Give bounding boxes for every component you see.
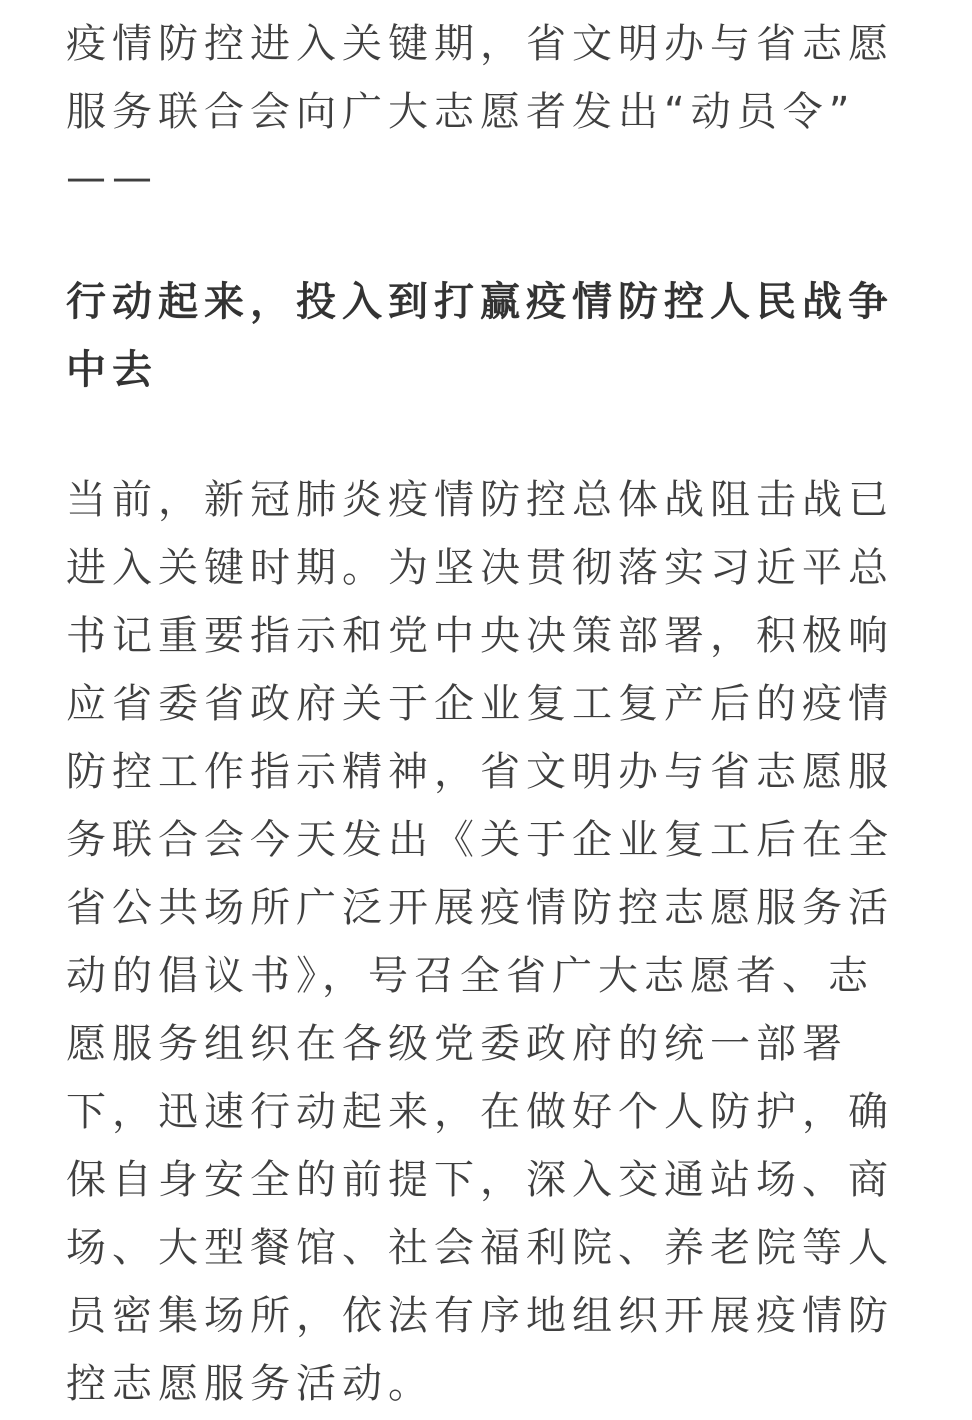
intro-paragraph [66,10,932,146]
body-line: 进入关键时期。为坚决贯彻落实习近平总 [66,545,894,591]
body-line: 员密集场所，依法有序地组织开展疫情防 [66,1293,894,1339]
body-line: 防控工作指示精神，省文明办与省志愿服 [66,749,894,795]
body-line: 下，迅速行动起来，在做好个人防护，确 [66,1089,894,1135]
body-line: 动的倡议书》，号召全省广大志愿者、志 [66,953,874,999]
body-line: 场、大型餐馆、社会福利院、养老院等人 [66,1225,894,1271]
body-line: 当前，新冠肺炎疫情防控总体战阻击战已 [66,477,894,523]
intro-line: 疫情防控进入关键期，省文明办与省志愿 [66,21,894,67]
section-heading [66,268,932,404]
heading-line: 中去 [66,347,158,393]
heading-line: 行动起来，投入到打赢疫情防控人民战争 [66,279,894,325]
body-line: 务联合会今天发出《关于企业复工后在全 [66,817,894,863]
body-line: 愿服务组织在各级党委政府的统一部署 [66,1021,848,1067]
dash-separator [66,144,932,212]
body-paragraph [66,466,932,1418]
body-line: 应省委省政府关于企业复工复产后的疫情 [66,681,894,727]
dash-text: —— [66,155,158,201]
body-line: 省公共场所广泛开展疫情防控志愿服务活 [66,885,894,931]
body-line: 控志愿服务活动。 [66,1361,434,1407]
intro-line: 服务联合会向广大志愿者发出“动员令” [66,89,856,135]
body-line: 书记重要指示和党中央决策部署，积极响 [66,613,894,659]
body-line: 保自身安全的前提下，深入交通站场、商 [66,1157,894,1203]
